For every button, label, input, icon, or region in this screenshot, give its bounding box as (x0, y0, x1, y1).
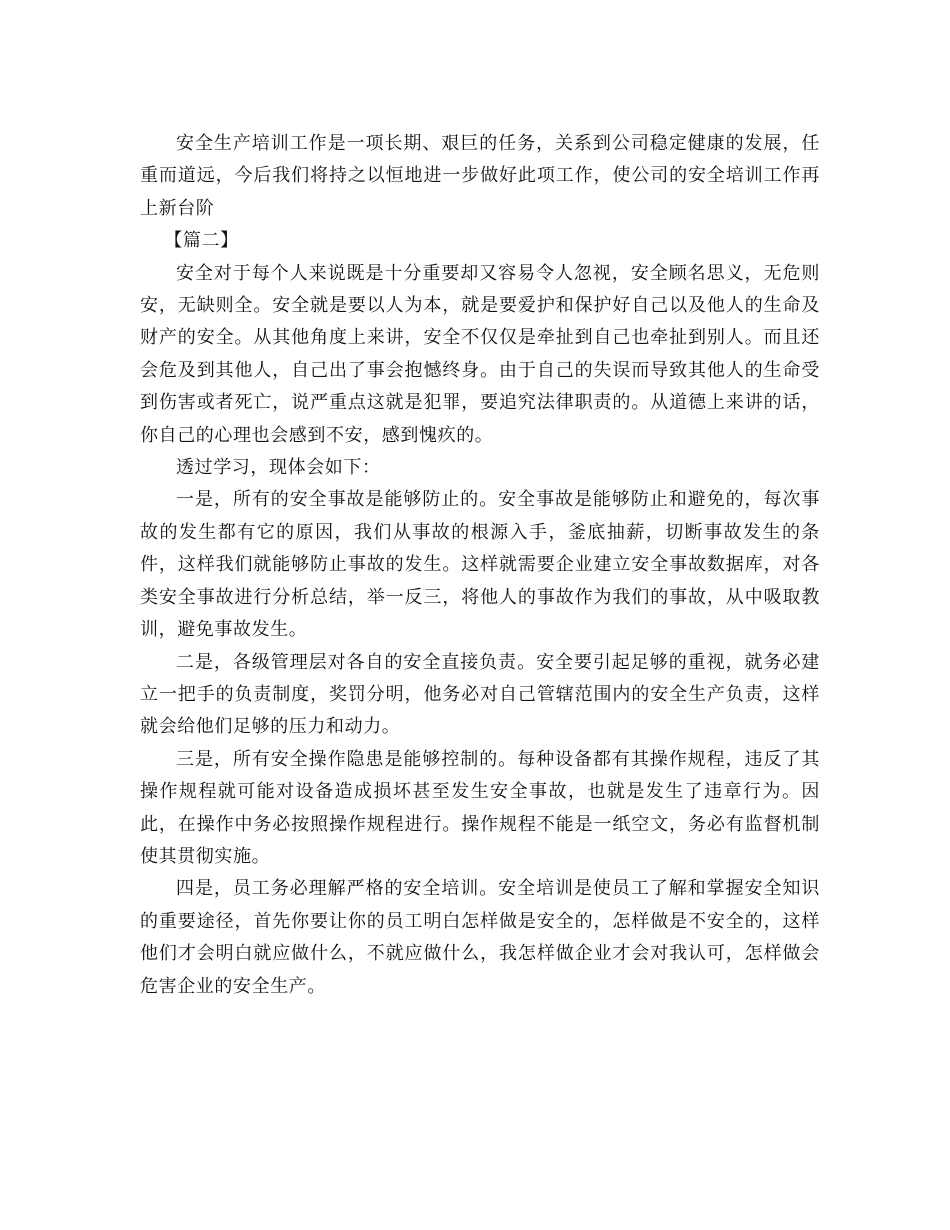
paragraph-point-two: 二是，各级管理层对各自的安全直接负责。安全要引起足够的重视，就务必建立一把手的负责制度，奖罚分明，他务必对自己管辖范围内的安全生产负责，这样就会给他们足够的压力和动力。 (140, 651, 820, 738)
paragraph-safety-importance: 安全对于每个人来说既是十分重要却又容易令人忽视，安全顾名思义，无危则安，无缺则全。安全就是要以人为本，就是要爱护和保护好自己以及他人的生命及财产的安全。从其他角度上来讲，安全不仅仅是牵扯到自己也牵扯到别人。而且还会危及到其他人，自己出了事会抱憾终身。由于自己的失误而导致其他人的生命受到伤害或者死亡，说严重点这就是犯罪，要追究法律职责的。从道德上来讲的话，你自己的心理也会感到不安，感到愧疚的。 (140, 262, 820, 446)
document-body (140, 128, 820, 1003)
paragraph-point-four: 四是，员工务必理解严格的安全培训。安全培训是使员工了解和掌握安全知识的重要途径，首先你要让你的员工明白怎样做是安全的，怎样做是不安全的，这样他们才会明白就应做什么，不就应做什么，我怎样做企业才会对我认可，怎样做会危害企业的安全生产。 (140, 878, 820, 997)
paragraph-learning-intro: 透过学习，现体会如下： (176, 457, 381, 479)
paragraph-point-three: 三是，所有安全操作隐患是能够控制的。每种设备都有其操作规程，违反了其操作规程就可能对设备造成损坏甚至发生安全事故，也就是发生了违章行为。因此，在操作中务必按照操作规程进行。操作规程不能是一纸空文，务必有监督机制使其贯彻实施。 (140, 748, 820, 867)
paragraph-closing-summary: 安全生产培训工作是一项长期、艰巨的任务，关系到公司稳定健康的发展，任重而道远，今后我们将持之以恒地进一步做好此项工作，使公司的安全培训工作再上新台阶 (140, 133, 820, 219)
section-heading: 【篇二】 (164, 230, 239, 252)
paragraph-point-one: 一是，所有的安全事故是能够防止的。安全事故是能够防止和避免的，每次事故的发生都有它的原因，我们从事故的根源入手，釜底抽薪，切断事故发生的条件，这样我们就能够防止事故的发生。这样就需要企业建立安全事故数据库，对各类安全事故进行分析总结，举一反三，将他人的事故作为我们的事故，从中吸取教训，避免事故发生。 (140, 489, 820, 641)
